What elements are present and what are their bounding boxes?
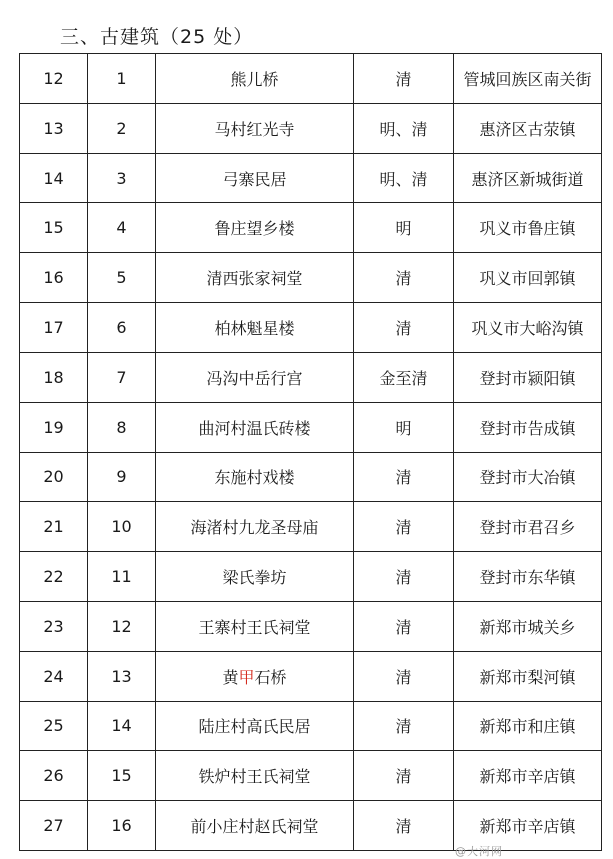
total-number-cell: 24 [20,651,88,701]
sequence-number-cell: 13 [88,651,156,701]
era-cell: 清 [354,54,454,104]
table-row [20,552,602,602]
sequence-number-cell: 9 [88,452,156,502]
site-name-cell: 熊儿桥 [156,54,354,104]
sequence-number-cell: 1 [88,54,156,104]
total-number-cell: 13 [20,103,88,153]
total-number-cell: 27 [20,801,88,851]
sequence-number-cell: 14 [88,701,156,751]
total-number-cell: 23 [20,601,88,651]
site-name-part: 石桥 [254,667,287,687]
sequence-number-cell: 4 [88,203,156,253]
sequence-number-cell: 2 [88,103,156,153]
table-row [20,153,602,203]
total-number-cell: 12 [20,54,88,104]
site-name-cell: 曲河村温氏砖楼 [156,402,354,452]
total-number-cell: 17 [20,303,88,353]
table-row [20,701,602,751]
site-name-cell: 前小庄村赵氏祠堂 [156,801,354,851]
location-cell: 登封市东华镇 [454,552,602,602]
total-number-cell: 18 [20,352,88,402]
sequence-number-cell: 6 [88,303,156,353]
location-cell: 巩义市大峪沟镇 [454,303,602,353]
sequence-number-cell: 12 [88,601,156,651]
total-number-cell: 19 [20,402,88,452]
site-name-cell: 海渚村九龙圣母庙 [156,502,354,552]
location-cell: 新郑市梨河镇 [454,651,602,701]
sequence-number-cell: 15 [88,751,156,801]
total-number-cell: 22 [20,552,88,602]
sequence-number-cell: 5 [88,253,156,303]
location-cell: 巩义市回郭镇 [454,253,602,303]
location-cell: 登封市颍阳镇 [454,352,602,402]
total-number-cell: 21 [20,502,88,552]
era-cell: 清 [354,253,454,303]
site-name-cell: 清西张家祠堂 [156,253,354,303]
era-cell: 清 [354,651,454,701]
location-cell: 惠济区古荥镇 [454,103,602,153]
location-cell: 新郑市辛店镇 [454,751,602,801]
table-row [20,402,602,452]
era-cell: 明 [354,402,454,452]
table-row [20,452,602,502]
sequence-number-cell: 11 [88,552,156,602]
table-row [20,103,602,153]
site-name-cell: 铁炉村王氏祠堂 [156,751,354,801]
location-cell: 登封市大冶镇 [454,452,602,502]
table-row [20,751,602,801]
table-row [20,54,602,104]
era-cell: 清 [354,303,454,353]
site-name-part: 黄 [222,667,239,687]
era-cell: 清 [354,701,454,751]
location-cell: 新郑市和庄镇 [454,701,602,751]
location-cell: 新郑市辛店镇 [454,801,602,851]
table-row [20,352,602,402]
era-cell: 清 [354,452,454,502]
era-cell: 清 [354,552,454,602]
site-name-cell: 马村红光寺 [156,103,354,153]
location-cell: 登封市君召乡 [454,502,602,552]
site-name-cell: 弓寨民居 [156,153,354,203]
table-row [20,801,602,851]
total-number-cell: 15 [20,203,88,253]
table-row [20,303,602,353]
total-number-cell: 20 [20,452,88,502]
site-name-cell: 柏林魁星楼 [156,303,354,353]
era-cell: 清 [354,502,454,552]
sequence-number-cell: 16 [88,801,156,851]
sequence-number-cell: 3 [88,153,156,203]
era-cell: 清 [354,751,454,801]
table-row [20,651,602,701]
watermark: @大河网 [455,845,503,858]
location-cell: 登封市告成镇 [454,402,602,452]
location-cell: 巩义市鲁庄镇 [454,203,602,253]
era-cell: 明、清 [354,153,454,203]
site-name-cell: 梁氏拳坊 [156,552,354,602]
era-cell: 明 [354,203,454,253]
total-number-cell: 14 [20,153,88,203]
total-number-cell: 26 [20,751,88,801]
table-row [20,203,602,253]
total-number-cell: 16 [20,253,88,303]
era-cell: 明、清 [354,103,454,153]
location-cell: 管城回族区南关街 [454,54,602,104]
era-cell: 清 [354,801,454,851]
table-row [20,253,602,303]
site-name-cell: 冯沟中岳行宫 [156,352,354,402]
site-name-cell: 鲁庄望乡楼 [156,203,354,253]
sequence-number-cell: 7 [88,352,156,402]
era-cell: 金至清 [354,352,454,402]
heritage-table [19,53,602,851]
site-name-cell: 东施村戏楼 [156,452,354,502]
site-name-cell [156,651,354,701]
site-name-highlight: 甲 [238,667,255,687]
site-name-cell: 王寨村王氏祠堂 [156,601,354,651]
location-cell: 惠济区新城街道 [454,153,602,203]
site-name-cell: 陆庄村高氏民居 [156,701,354,751]
table-row [20,601,602,651]
location-cell: 新郑市城关乡 [454,601,602,651]
total-number-cell: 25 [20,701,88,751]
sequence-number-cell: 10 [88,502,156,552]
sequence-number-cell: 8 [88,402,156,452]
era-cell: 清 [354,601,454,651]
section-title: 三、古建筑（25 处） [60,26,254,48]
table-row [20,502,602,552]
